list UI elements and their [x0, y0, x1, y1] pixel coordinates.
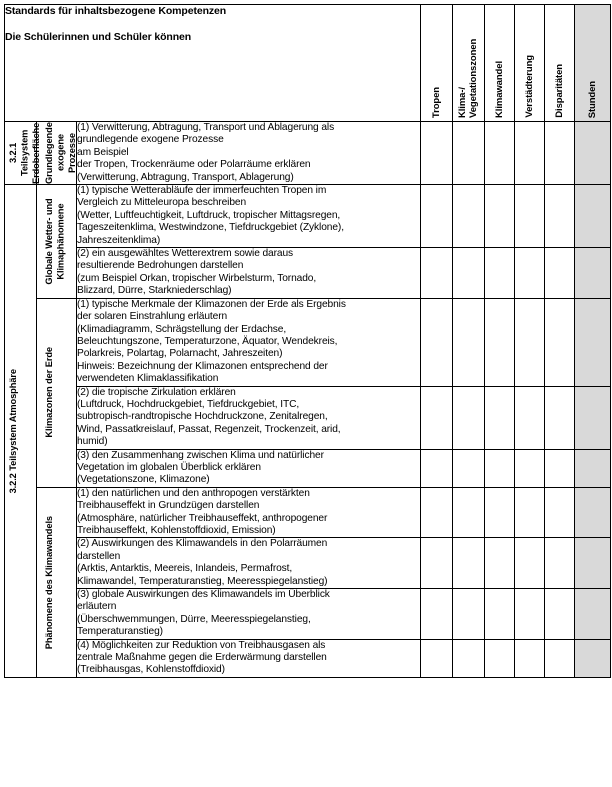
standard-text-line: humid): [77, 436, 108, 448]
mark-cell-2[interactable]: [485, 487, 515, 538]
table-row: [5, 298, 611, 386]
section-label-cell-3.2.2: [5, 185, 37, 678]
mark-cell-0[interactable]: [421, 122, 453, 185]
standard-text-line: (Verwitterung, Abtragung, Transport, Ablagerung): [77, 171, 294, 183]
mark-cell-4[interactable]: [545, 298, 575, 386]
standard-text-cell: [77, 487, 421, 538]
table-row: [5, 122, 611, 185]
standard-text-cell: [77, 449, 421, 487]
table-row: [5, 487, 611, 538]
standard-text-line: Temperaturanstieg): [77, 626, 163, 638]
mark-cell-1[interactable]: [453, 298, 485, 386]
standard-text-line: erläutern: [77, 601, 117, 613]
standard-text-line: (1) den natürlichen und den anthropogen verstärkten: [77, 487, 310, 499]
standard-text-cell: [77, 122, 421, 185]
mark-cell-4[interactable]: [545, 185, 575, 248]
topic-label-cell: [37, 298, 77, 487]
standard-text-line: (Klimadiagramm, Schrägstellung der Erdachse,: [77, 323, 287, 335]
standard-text-line: Hinweis: Bezeichnung der Klimazonen entsprechend der: [77, 360, 328, 372]
standard-text-line: resultierende Bedrohungen darstellen: [77, 260, 244, 272]
mark-cell-0[interactable]: [421, 185, 453, 248]
standard-text-line: Vegetation im globalen Überblick erklären: [77, 461, 261, 473]
table-row: [5, 589, 611, 640]
mark-cell-1[interactable]: [453, 248, 485, 299]
column-header-1: [453, 5, 485, 122]
mark-cell-2[interactable]: [485, 538, 515, 589]
mark-cell-3[interactable]: [515, 386, 545, 449]
standard-text-line: Jahreszeitenklima): [77, 234, 161, 246]
standard-text-line: (2) ein ausgewähltes Wetterextrem sowie daraus: [77, 248, 294, 260]
standard-text-line: (Atmosphäre, natürlicher Treibhauseffekt, anthropogener: [77, 512, 328, 524]
section-label-cell-3.2.1: [5, 122, 41, 185]
mark-cell-0[interactable]: [421, 487, 453, 538]
mark-cell-0[interactable]: [421, 248, 453, 299]
standard-text-line: (1) Verwitterung, Abtragung, Transport und Ablagerung als: [77, 122, 335, 133]
mark-cell-3[interactable]: [515, 589, 545, 640]
mark-cell-3[interactable]: [515, 449, 545, 487]
mark-cell-3[interactable]: [515, 639, 545, 677]
section-label: 3.2.1 Teilsystem Erdoberfläche: [7, 122, 41, 184]
column-header-5: [575, 5, 611, 122]
mark-cell-2[interactable]: [485, 248, 515, 299]
mark-cell-5[interactable]: [575, 298, 611, 386]
topic-label-cell: [37, 487, 77, 677]
topic-label: Klimazonen der Erde: [43, 347, 54, 439]
mark-cell-4[interactable]: [545, 589, 575, 640]
column-header-label: Stunden: [587, 80, 599, 118]
standard-text-line: (1) typische Wetterabläufe der immerfeuchten Tropen im: [77, 185, 327, 197]
table-row: [5, 449, 611, 487]
column-header-label: Klima-/ Vegetationszonen: [456, 38, 479, 118]
mark-cell-1[interactable]: [453, 386, 485, 449]
header-title-line-1: Standards für inhaltsbezogene Kompetenzen: [5, 5, 227, 17]
mark-cell-0[interactable]: [421, 639, 453, 677]
standard-text-line: (Überschwemmungen, Dürre, Meeresspiegelanstieg,: [77, 613, 311, 625]
mark-cell-5[interactable]: [575, 185, 611, 248]
mark-cell-5[interactable]: [575, 589, 611, 640]
standard-text-line: (Luftdruck, Hochdruckgebiet, Tiefdruckgebiet, ITC,: [77, 398, 300, 410]
standard-text-line: Klimawandel, Temperaturanstieg, Meeresspiegelanstieg): [77, 575, 328, 587]
topic-label: Grundlegende exogene Prozesse: [43, 122, 77, 184]
mark-cell-4[interactable]: [545, 639, 575, 677]
mark-cell-4[interactable]: [545, 449, 575, 487]
mark-cell-1[interactable]: [453, 589, 485, 640]
standard-text-cell: [77, 185, 421, 248]
mark-cell-2[interactable]: [485, 449, 515, 487]
mark-cell-1[interactable]: [453, 487, 485, 538]
mark-cell-5[interactable]: [575, 122, 611, 185]
standard-text-line: zentrale Maßnahme gegen die Erderwärmung darstellen: [77, 652, 327, 664]
column-header-label: Disparitäten: [554, 64, 566, 118]
standards-table: [4, 4, 611, 678]
topic-label: Globale Wetter- und Klimaphänomene: [43, 198, 65, 285]
mark-cell-5[interactable]: [575, 449, 611, 487]
table-row: [5, 639, 611, 677]
mark-cell-4[interactable]: [545, 248, 575, 299]
topic-label: Phänomene des Klimawandels: [43, 515, 54, 649]
standard-text-line: (Arktis, Antarktis, Meereis, Inlandeis, Permafrost,: [77, 563, 293, 575]
mark-cell-2[interactable]: [485, 122, 515, 185]
standard-text-line: verwendeten Klimaklassifikation: [77, 373, 219, 385]
standard-text-line: der Tropen, Trockenräume oder Polarräume erklären: [77, 159, 311, 171]
standard-text-cell: [77, 639, 421, 677]
mark-cell-2[interactable]: [485, 298, 515, 386]
standard-text-line: subtropisch-randtropische Hochdruckzone, Zenitalregen,: [77, 411, 328, 423]
header-title-cell: [5, 5, 421, 122]
mark-cell-4[interactable]: [545, 122, 575, 185]
mark-cell-1[interactable]: [453, 449, 485, 487]
standard-text-line: (Vegetationszone, Klimazone): [77, 474, 210, 486]
standard-text-line: Tageszeitenklima, Westwindzone, Tiefdruckgebiet (Zyklone),: [77, 222, 344, 234]
table-row: [5, 248, 611, 299]
standard-text-cell: [77, 538, 421, 589]
mark-cell-1[interactable]: [453, 538, 485, 589]
mark-cell-1[interactable]: [453, 185, 485, 248]
standard-text-line: (1) typische Merkmale der Klimazonen der Erde als Ergebnis: [77, 298, 346, 310]
mark-cell-5[interactable]: [575, 639, 611, 677]
column-header-label: Verstädterung: [524, 55, 536, 118]
standard-text-line: (Treibhausgas, Kohlenstoffdioxid): [77, 664, 225, 676]
mark-cell-1[interactable]: [453, 639, 485, 677]
standard-text-line: am Beispiel: [77, 146, 129, 158]
standard-text-line: Wind, Passatkreislauf, Passat, Regenzeit, Trockenzeit, arid,: [77, 423, 341, 435]
header-title-line-2: Die Schülerinnen und Schüler können: [5, 31, 192, 43]
mark-cell-5[interactable]: [575, 538, 611, 589]
column-header-label: Tropen: [431, 86, 443, 118]
column-header-2: [485, 5, 515, 122]
mark-cell-3[interactable]: [515, 185, 545, 248]
mark-cell-2[interactable]: [485, 639, 515, 677]
standard-text-line: (2) die tropische Zirkulation erklären: [77, 386, 236, 398]
table-header-row: [5, 5, 611, 122]
standard-text-line: (2) Auswirkungen des Klimawandels in den Polarräumen: [77, 538, 328, 550]
standard-text-line: darstellen: [77, 550, 121, 562]
table-row: [5, 185, 611, 248]
mark-cell-3[interactable]: [515, 298, 545, 386]
standard-text-cell: [77, 298, 421, 386]
topic-label-cell: [37, 185, 77, 299]
standard-text-line: (4) Möglichkeiten zur Reduktion von Treibhausgasen als: [77, 639, 326, 651]
mark-cell-4[interactable]: [545, 386, 575, 449]
mark-cell-0[interactable]: [421, 449, 453, 487]
mark-cell-3[interactable]: [515, 248, 545, 299]
section-label: 3.2.2 Teilsystem Atmosphäre: [7, 368, 18, 494]
mark-cell-0[interactable]: [421, 298, 453, 386]
standard-text-cell: [77, 589, 421, 640]
standard-text-line: (Wetter, Luftfeuchtigkeit, Luftdruck, tropischer Mittagsregen,: [77, 209, 341, 221]
table-row: [5, 538, 611, 589]
mark-cell-5[interactable]: [575, 386, 611, 449]
standard-text-line: (3) den Zusammenhang zwischen Klima und natürlicher: [77, 449, 324, 461]
mark-cell-2[interactable]: [485, 589, 515, 640]
table-row: [5, 386, 611, 449]
column-header-label: Klimawandel: [494, 61, 506, 118]
column-header-3: [515, 5, 545, 122]
standard-text-line: Treibhauseffekt, Kohlenstoffdioxid, Emission): [77, 525, 276, 536]
standard-text-line: (3) globale Auswirkungen des Klimawandels im Überblick: [77, 589, 330, 601]
mark-cell-0[interactable]: [421, 538, 453, 589]
mark-cell-3[interactable]: [515, 538, 545, 589]
mark-cell-2[interactable]: [485, 386, 515, 449]
mark-cell-5[interactable]: [575, 248, 611, 299]
mark-cell-0[interactable]: [421, 589, 453, 640]
standard-text-line: Polarkreis, Polartag, Polarnacht, Jahreszeiten): [77, 348, 283, 360]
topic-label-cell: [37, 122, 77, 185]
mark-cell-5[interactable]: [575, 487, 611, 538]
mark-cell-2[interactable]: [485, 185, 515, 248]
mark-cell-4[interactable]: [545, 487, 575, 538]
standard-text-line: grundlegende exogene Prozesse: [77, 134, 224, 146]
column-header-0: [421, 5, 453, 122]
mark-cell-3[interactable]: [515, 122, 545, 185]
standard-text-cell: [77, 248, 421, 299]
standard-text-line: der solaren Einstrahlung erläutern: [77, 311, 228, 323]
column-header-4: [545, 5, 575, 122]
mark-cell-3[interactable]: [515, 487, 545, 538]
mark-cell-4[interactable]: [545, 538, 575, 589]
standard-text-line: Blizzard, Dürre, Starkniederschlag): [77, 285, 232, 297]
mark-cell-0[interactable]: [421, 386, 453, 449]
mark-cell-1[interactable]: [453, 122, 485, 185]
standard-text-line: Vergleich zu Mitteleuropa beschreiben: [77, 197, 247, 209]
standard-text-cell: [77, 386, 421, 449]
standard-text-line: Treibhauseffekt in Grundzügen darstellen: [77, 500, 260, 512]
standard-text-line: (zum Beispiel Orkan, tropischer Wirbelsturm, Tornado,: [77, 272, 317, 284]
standard-text-line: Beleuchtungszone, Temperaturzone, Äquator, Wendekreis,: [77, 335, 338, 347]
